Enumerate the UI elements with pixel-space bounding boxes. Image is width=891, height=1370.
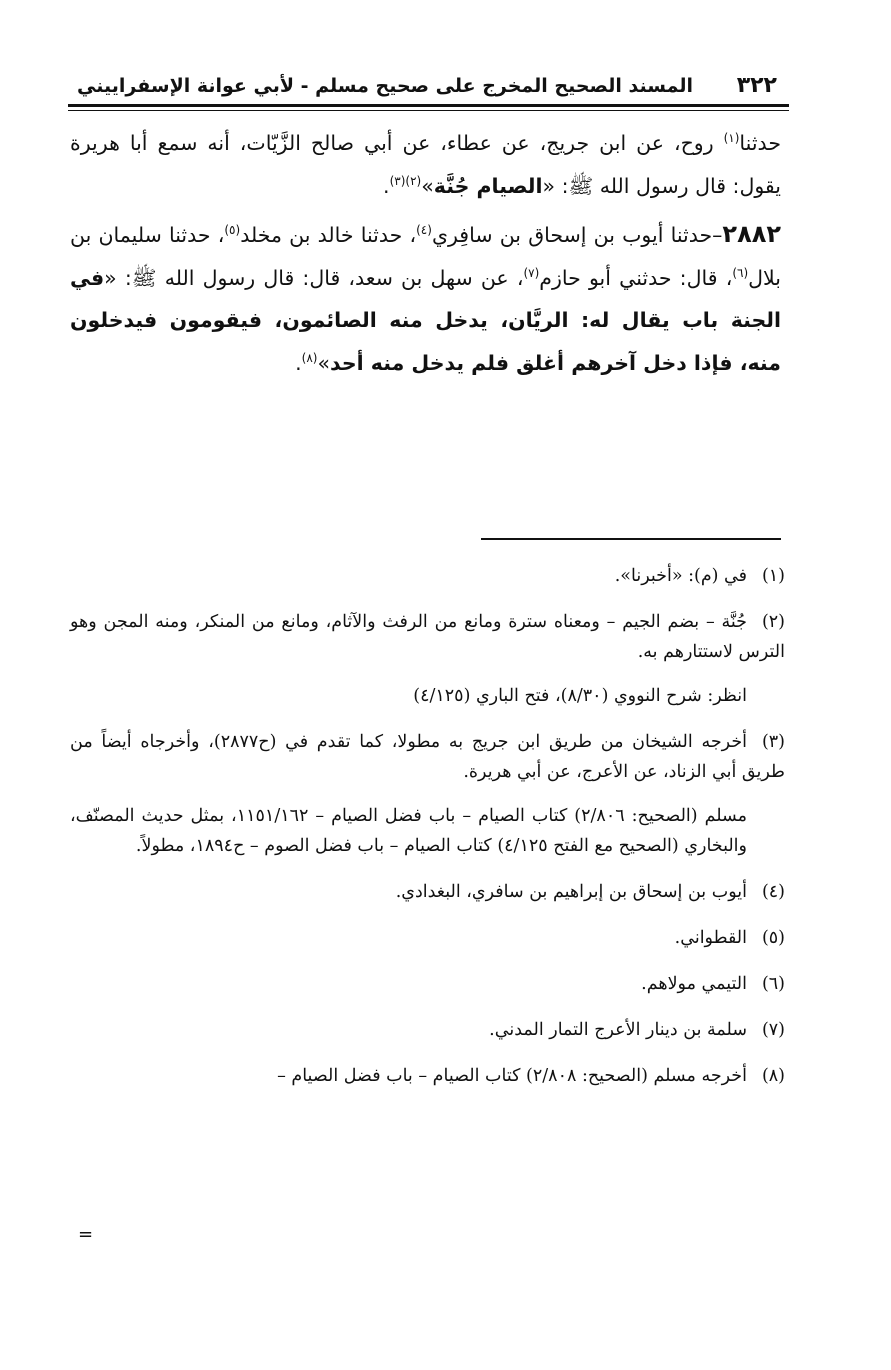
footnote-marker: (٢)(٣) (389, 173, 422, 188)
footnote-text: أيوب بن إسحاق بن إبراهيم بن سافري، البغدادي. (395, 882, 747, 902)
page-number: ٣٢٢ (736, 73, 777, 98)
footnote-number: (٤) (761, 882, 785, 902)
footnote-2 (70, 607, 785, 711)
hadith-text: الصيام جُنَّة (433, 173, 543, 198)
text-run: . (295, 350, 302, 375)
text-run: حدثنا (739, 131, 781, 155)
footnote-number: (٢) (761, 612, 785, 632)
text-run: ، قال: حدثني أبو حازم (539, 265, 733, 290)
footnote-reference: انظر: شرح النووي (٨/٣٠)، فتح الباري (٤/١٢٥) (413, 686, 747, 706)
footnote-separator (481, 538, 781, 540)
footnote-number: (٧) (761, 1020, 785, 1040)
footnote-number: (٥) (761, 928, 785, 948)
footnote-number: (٦) (761, 974, 785, 994)
footnote-8 (70, 1061, 785, 1091)
text-run: ، عن سهل بن سعد، قال: قال رسول الله ﷺ: « (104, 265, 524, 290)
text-run: ، حدثنا سليمان بن بلال (70, 223, 781, 290)
footnote-text: التيمي مولاهم. (641, 974, 747, 994)
footnote-text: جُنَّة – بضم الجيم – ومعناه سترة ومانع من الرفث والآثام، ومانع من المنكر، ومنه المجن وهو الترس لاستتارهم به. (70, 612, 785, 662)
footnote-5 (70, 923, 785, 953)
continuation-mark: = (78, 1224, 94, 1245)
footnote-text: أخرجه الشيخان من طريق ابن جريج به مطولا، كما تقدم في (ح٢٨٧٧)، وأخرجاه أيضاً من طريق أبي الزناد، عن الأعرج، عن أبي هريرة. (70, 732, 785, 782)
footnote-marker: (٧) (523, 265, 540, 280)
footnote-3 (70, 727, 785, 861)
header-rule-thin (68, 110, 789, 111)
header-title: المسند الصحيح المخرج على صحيح مسلم - لأبي عوانة الإسفراييني (77, 75, 693, 97)
running-header (68, 70, 789, 102)
text-run: » (317, 350, 331, 375)
footnote-number: (٨) (761, 1066, 785, 1086)
footnotes (70, 561, 785, 1107)
footnote-text: أخرجه مسلم (الصحيح: ٢/٨٠٨) كتاب الصيام – باب فضل الصيام – (277, 1066, 747, 1086)
footnote-6 (70, 969, 785, 999)
footnote-text: في (م): «أخبرنا». (614, 566, 747, 586)
paragraph-2 (70, 213, 781, 384)
footnote-marker: (٥) (224, 223, 241, 238)
footnote-text: القطواني. (674, 928, 747, 948)
paragraph-1 (70, 122, 781, 207)
footnote-marker: (٨) (301, 350, 318, 365)
text-run: –حدثنا أيوب بن إسحاق بن سافِري (431, 223, 723, 247)
footnote-7 (70, 1015, 785, 1045)
main-text (70, 122, 781, 384)
hadith-number: ٢٨٨٢ (722, 220, 782, 248)
footnote-4 (70, 877, 785, 907)
footnote-marker: (٤) (416, 223, 432, 238)
text-run: ، حدثنا خالد بن مخلد (240, 223, 417, 247)
text-run: . (383, 173, 390, 198)
text-run: » (421, 173, 434, 198)
hadith-text: في الجنة باب يقال له: الريَّان، يدخل منه الصائمون، فيقومون فيدخلون منه، فإذا دخل آخرهم أغلق فلم يدخل منه أحد (70, 265, 781, 375)
header-rule-thick (68, 104, 789, 107)
footnote-marker: (٦) (732, 265, 749, 280)
footnote-number: (٣) (761, 732, 785, 752)
footnote-number: (١) (761, 566, 785, 586)
text-run: روح، عن ابن جريج، عن عطاء، عن أبي صالح الزَّيّات، أنه سمع أبا هريرة يقول: قال رسول الله ﷺ: « (70, 131, 781, 198)
footnote-marker: (١) (723, 131, 740, 146)
footnote-reference: مسلم (الصحيح: ٢/٨٠٦) كتاب الصيام – باب فضل الصيام – ١١٥١/١٦٢، بمثل حديث المصنّف، والبخاري (الصحيح مع الفتح ٤/١٢٥) كتاب الصيام – باب فضل الصوم – ح١٨٩٤، مطولاً. (70, 806, 747, 856)
footnote-text: سلمة بن دينار الأعرج التمار المدني. (489, 1020, 747, 1040)
footnote-1 (70, 561, 785, 591)
